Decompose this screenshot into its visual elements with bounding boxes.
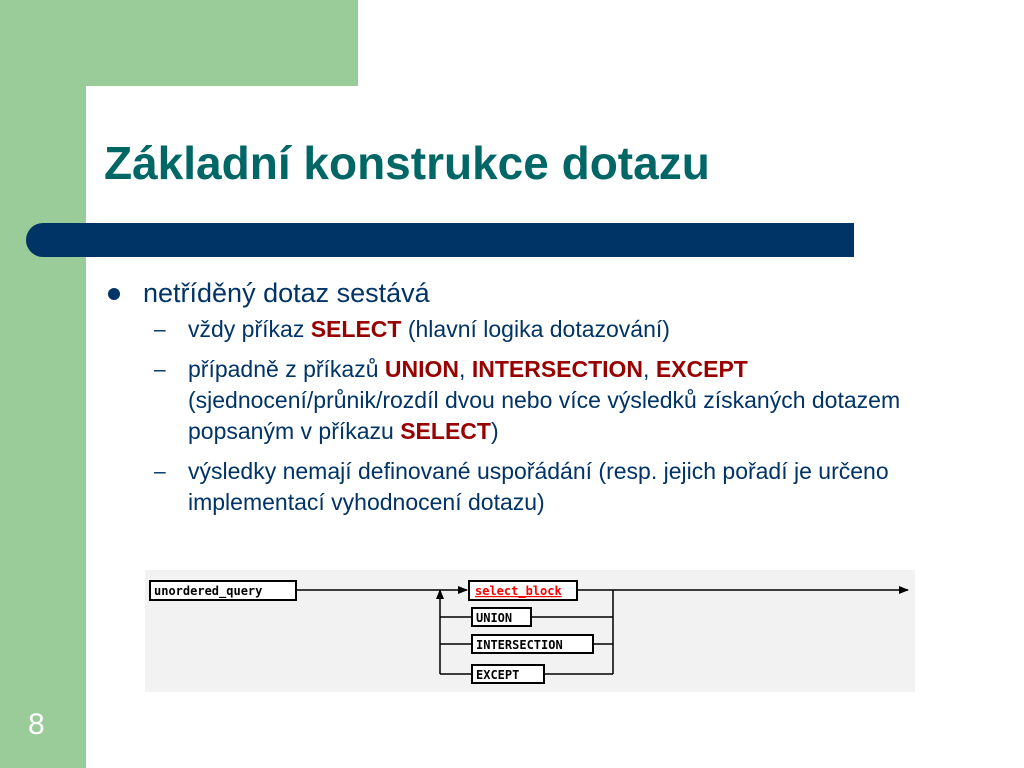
sub-bullet-ordering	[154, 456, 968, 518]
syntax-diagram-svg	[145, 570, 915, 692]
keyword-select: SELECT	[310, 316, 402, 342]
sub-bullet-text	[188, 354, 968, 447]
text-fragment: (sjednocení/průnik/rozdíl dvou nebo více výsledků získaných dotazem popsaným v příkazu	[188, 387, 901, 444]
keyword-union: UNION	[384, 356, 460, 382]
union-label: UNION	[476, 611, 513, 625]
decor-green-left	[0, 0, 86, 768]
bullet-text: netříděný dotaz sestává	[143, 278, 430, 308]
sub-bullet-list	[154, 314, 968, 518]
dash-icon: –	[154, 358, 166, 381]
bullet-item	[108, 274, 968, 312]
text-fragment: (hlavní logika dotazování)	[401, 316, 670, 342]
dash-icon: –	[154, 318, 166, 341]
except-label: EXCEPT	[476, 668, 520, 682]
keyword-select: SELECT	[400, 418, 491, 444]
text-fragment: )	[490, 418, 499, 444]
intersection-label: INTERSECTION	[476, 638, 563, 652]
slide-content	[108, 274, 968, 527]
title-underline-bar	[26, 223, 854, 257]
text-fragment: ,	[459, 356, 472, 382]
sub-bullet-set-operations	[154, 354, 968, 447]
keyword-intersection: INTERSECTION	[471, 356, 644, 382]
select-block-label: select_block	[475, 584, 562, 598]
dash-icon: –	[154, 460, 166, 483]
start-label: unordered_query	[154, 584, 263, 598]
text-fragment: případně z příkazů	[188, 356, 385, 382]
syntax-diagram	[145, 570, 915, 692]
keyword-except: EXCEPT	[655, 356, 748, 382]
slide-title: Základní konstrukce dotazu	[104, 137, 710, 189]
text-fragment: vždy příkaz	[188, 316, 311, 342]
sub-bullet-select	[154, 314, 968, 345]
page-number: 8	[28, 708, 45, 741]
bullet-dot-icon	[108, 288, 120, 300]
sub-bullet-text: výsledky nemají definované uspořádání (resp. jejich pořadí je určeno implementací vyhodnocení dotazu)	[188, 458, 889, 515]
text-fragment: ,	[643, 356, 656, 382]
sub-bullet-text	[188, 314, 670, 345]
